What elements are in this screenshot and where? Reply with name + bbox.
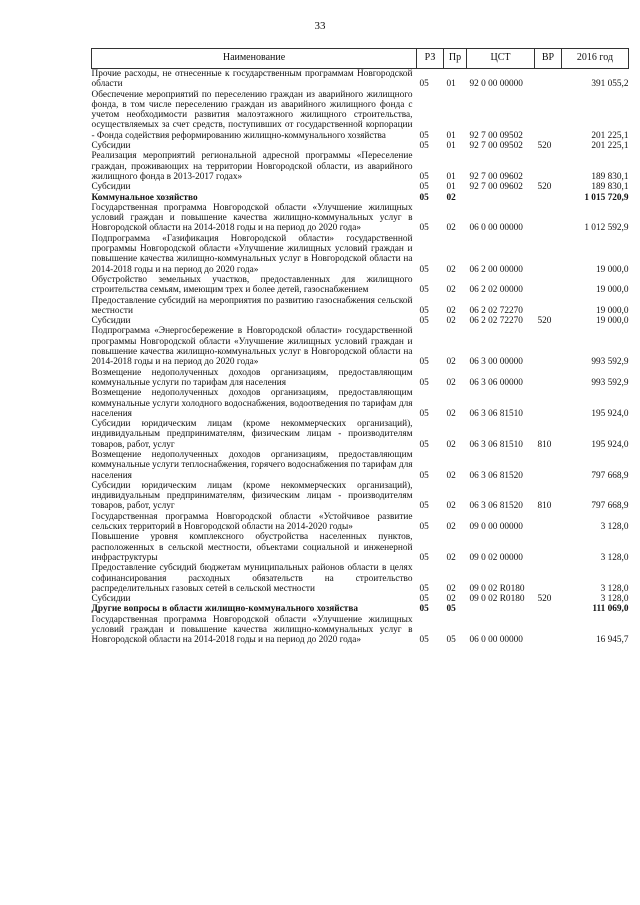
- table-row: [92, 193, 629, 203]
- row-amount: 201 225,1: [591, 130, 629, 141]
- row-amount: 189 830,1: [591, 171, 629, 182]
- row-cst: 06 2 00 00000: [469, 264, 523, 275]
- row-cst: 06 2 02 72270: [469, 305, 523, 316]
- row-cst: 09 0 00 00000: [469, 522, 523, 533]
- row-cst: 92 7 00 09502: [469, 141, 523, 152]
- row-amount: 797 668,9: [591, 470, 629, 481]
- table-row: [92, 69, 629, 90]
- row-amount: 16 945,7: [595, 635, 629, 646]
- row-name: Обеспечение мероприятий по переселению граждан из аварийного жилищного фонда, в том числе переселению граждан из аварийного жилищного фонда с учетом необходимости развития малоэтажного жилищного строительства, осуществляемых за счет средств, поступивших от государственной корпорации - Фонда содействия реформированию жилищно-коммунального хозяйства: [91, 89, 413, 141]
- row-cst: 06 0 00 00000: [469, 223, 523, 234]
- row-pr: 01: [446, 79, 456, 90]
- row-vr: [535, 90, 562, 141]
- row-amount: 195 924,0: [591, 439, 629, 450]
- row-name: Повышение уровня комплексного обустройства населенных пунктов, расположенных в сельской местности, объектами социальной и инженерной инфраструктуры: [91, 532, 413, 563]
- row-name: Предоставление субсидий бюджетам муниципальных районов области в целях софинансирования расходных обязательств на строительство распределительных газовых сетей в сельской местности: [91, 563, 413, 594]
- table-body: [92, 69, 629, 646]
- row-vr: [535, 296, 562, 317]
- row-name: Подпрограмма «Энергосбережение в Новгородской области» государственной программы Новгородской области «Улучшение жилищных условий граждан и повышение качества жилищно-коммунальных услуг в Новгородской области на 2014-2018 годы и на период до 2020 года»: [91, 326, 413, 368]
- row-cst: 06 2 02 00000: [469, 285, 523, 296]
- row-amount: 19 000,0: [595, 316, 629, 327]
- row-amount: 993 592,9: [591, 377, 629, 388]
- row-rz: 05: [419, 171, 429, 182]
- row-rz: 05: [419, 604, 429, 615]
- row-cst: 09 0 02 R0180: [469, 583, 525, 594]
- row-name: Государственная программа Новгородской области «Улучшение жилищных условий граждан и повышение качества жилищно-коммунальных услуг в Новгородской области на 2014-2018 годы и на период до 2020 года»: [91, 614, 413, 646]
- row-cst: [467, 604, 535, 614]
- row-pr: 02: [446, 357, 456, 368]
- row-amount: 391 055,2: [591, 79, 629, 90]
- table-row: [92, 604, 629, 614]
- row-rz: 05: [419, 357, 429, 368]
- table-row: [92, 368, 629, 389]
- row-rz: 05: [419, 594, 429, 605]
- row-pr: 01: [446, 130, 456, 141]
- row-pr: 02: [446, 501, 456, 512]
- row-amount: 19 000,0: [595, 285, 629, 296]
- row-vr: [535, 368, 562, 389]
- table-row: [92, 234, 629, 275]
- row-vr: 520: [537, 141, 552, 152]
- table-row: [92, 594, 629, 604]
- table-row: [92, 450, 629, 481]
- table-row: [92, 275, 629, 296]
- table-row: [92, 90, 629, 141]
- row-cst: 92 7 00 09602: [469, 171, 523, 182]
- table-row: [92, 296, 629, 317]
- page-number: 33: [314, 20, 326, 32]
- row-vr: [535, 193, 562, 203]
- row-vr: 810: [537, 501, 552, 512]
- row-rz: 05: [419, 470, 429, 481]
- row-vr: 520: [537, 594, 552, 605]
- row-amount: 1 015 720,9: [584, 192, 629, 203]
- row-pr: 02: [446, 377, 456, 388]
- table-row: [92, 481, 629, 512]
- row-rz: 05: [419, 223, 429, 234]
- row-rz: 05: [419, 583, 429, 594]
- row-pr: 02: [446, 316, 456, 327]
- header-cst: ЦСТ: [467, 49, 535, 69]
- row-amount: 3 128,0: [600, 583, 629, 594]
- row-name: Субсидии юридическим лицам (кроме некоммерческих организаций), индивидуальным предпринимателям, физическим лицам - производителям товаров, работ, услуг: [91, 480, 413, 512]
- row-vr: [535, 532, 562, 563]
- row-rz: 05: [419, 501, 429, 512]
- row-cst: 92 7 00 09602: [469, 182, 523, 193]
- row-amount: 3 128,0: [600, 522, 629, 533]
- row-pr: 02: [446, 285, 456, 296]
- table-row: [92, 615, 629, 646]
- table-row: [92, 316, 629, 326]
- row-cst: [467, 193, 535, 203]
- row-cst: 09 0 02 00000: [469, 552, 523, 563]
- row-pr: 01: [446, 141, 456, 152]
- row-vr: 520: [537, 182, 552, 193]
- row-pr: 02: [446, 552, 456, 563]
- row-pr: 02: [446, 264, 456, 275]
- row-cst: 06 3 06 81520: [469, 470, 523, 481]
- row-rz: 05: [419, 305, 429, 316]
- row-rz: 05: [419, 522, 429, 533]
- row-cst: 06 2 02 72270: [469, 316, 523, 327]
- row-name: Прочие расходы, не отнесенные к государственным программам Новгородской области: [91, 69, 413, 90]
- row-amount: 1 012 592,9: [584, 223, 629, 234]
- row-vr: [535, 275, 562, 296]
- row-amount: 201 225,1: [591, 141, 629, 152]
- table-row: [92, 203, 629, 234]
- row-name: Субсидии: [91, 594, 131, 605]
- row-amount: 993 592,9: [591, 357, 629, 368]
- row-vr: [535, 151, 562, 182]
- row-name: Субсидии юридическим лицам (кроме некоммерческих организаций), индивидуальным предпринимателям, физическим лицам - производителям товаров, работ, услуг: [91, 419, 413, 450]
- table-row: [92, 512, 629, 533]
- row-name: Обустройство земельных участков, предоставленных для жилищного строительства семьям, имеющим трех и более детей, газоснабжением: [91, 274, 413, 296]
- row-name: Подпрограмма «Газификация Новгородской области» государственной программы Новгородской области «Улучшение жилищных условий граждан и повышение качества жилищно-коммунальных услуг в Новгородской области на 2014-2018 годы и на период до 2020 года»: [91, 233, 413, 275]
- row-name: Реализация мероприятий региональной адресной программы «Переселение граждан, проживающих на территории Новгородской области, из аварийного жилищного фонда в 2013-2017 годах»: [91, 151, 413, 182]
- row-rz: 05: [419, 635, 429, 646]
- row-rz: 05: [419, 264, 429, 275]
- row-cst: 06 3 06 81510: [469, 439, 523, 450]
- row-rz: 05: [419, 316, 429, 327]
- table-row: [92, 141, 629, 151]
- row-vr: [535, 512, 562, 533]
- row-rz: 05: [419, 285, 429, 296]
- row-name: Предоставление субсидий на мероприятия по развитию газоснабжения сельской местности: [91, 295, 413, 316]
- header-year: 2016 год: [562, 49, 629, 69]
- row-rz: 05: [419, 192, 429, 203]
- row-vr: [535, 604, 562, 614]
- row-amount: 797 668,9: [591, 501, 629, 512]
- row-rz: 05: [419, 377, 429, 388]
- row-pr: 05: [446, 635, 456, 646]
- row-name: Возмещение недополученных доходов организациям, предоставляющим коммунальные услуги холодного водоснабжения, водоотведения по тарифам для населения: [91, 388, 413, 419]
- row-cst: 92 0 00 00000: [469, 79, 523, 90]
- row-name: Коммунальное хозяйство: [91, 192, 198, 203]
- header-name: Наименование: [92, 49, 417, 69]
- row-pr: 02: [446, 305, 456, 316]
- row-pr: 02: [446, 192, 456, 203]
- header-rz: РЗ: [417, 49, 444, 69]
- row-vr: 520: [537, 316, 552, 327]
- row-vr: [535, 326, 562, 367]
- row-vr: [535, 203, 562, 234]
- header-pr: Пр: [444, 49, 467, 69]
- row-cst: 06 3 00 00000: [469, 357, 523, 368]
- row-pr: 02: [446, 583, 456, 594]
- row-cst: 92 7 00 09502: [469, 130, 523, 141]
- row-amount: 3 128,0: [600, 594, 629, 605]
- row-name: Возмещение недополученных доходов организациям, предоставляющим коммунальные услуги теплоснабжения, горячего водоснабжения по тарифам для населения: [91, 449, 413, 481]
- row-amount: 111 069,0: [592, 604, 629, 615]
- row-pr: 02: [446, 439, 456, 450]
- row-pr: 01: [446, 171, 456, 182]
- row-amount: 19 000,0: [595, 305, 629, 316]
- row-amount: 19 000,0: [595, 264, 629, 275]
- row-vr: [535, 69, 562, 90]
- row-pr: 02: [446, 522, 456, 533]
- table-row: [92, 419, 629, 450]
- row-rz: 05: [419, 141, 429, 152]
- row-amount: 195 924,0: [591, 408, 629, 419]
- row-name: Государственная программа Новгородской области «Улучшение жилищных условий граждан и повышение качества жилищно-коммунальных услуг в Новгородской области на 2014-2018 годы и на период до 2020 года»: [91, 202, 413, 234]
- row-pr: 02: [446, 223, 456, 234]
- row-cst: 09 0 02 R0180: [469, 594, 525, 605]
- row-pr: 02: [446, 408, 456, 419]
- row-pr: 02: [446, 594, 456, 605]
- row-cst: 06 3 06 81520: [469, 501, 523, 512]
- row-amount: 3 128,0: [600, 552, 629, 563]
- budget-table: [91, 48, 629, 646]
- table-row: [92, 563, 629, 594]
- row-rz: 05: [419, 439, 429, 450]
- row-vr: [535, 563, 562, 594]
- row-vr: [535, 388, 562, 419]
- row-vr: [535, 615, 562, 646]
- header-vr: ВР: [535, 49, 562, 69]
- row-name: Другие вопросы в области жилищно-коммунального хозяйства: [91, 604, 359, 615]
- table-row: [92, 326, 629, 367]
- row-vr: 810: [537, 439, 552, 450]
- row-cst: 06 0 00 00000: [469, 635, 523, 646]
- table-row: [92, 182, 629, 192]
- row-name: Государственная программа Новгородской области «Устойчивое развитие сельских территорий в Новгородской области на 2014-2020 годы»: [91, 511, 413, 533]
- row-vr: [535, 234, 562, 275]
- table-header-row: [92, 49, 629, 69]
- row-rz: 05: [419, 552, 429, 563]
- row-pr: 05: [446, 604, 456, 615]
- table-row: [92, 532, 629, 563]
- row-rz: 05: [419, 130, 429, 141]
- row-amount: 189 830,1: [591, 182, 629, 193]
- row-rz: 05: [419, 408, 429, 419]
- table-row: [92, 388, 629, 419]
- row-rz: 05: [419, 79, 429, 90]
- table-row: [92, 151, 629, 182]
- row-vr: [535, 450, 562, 481]
- row-name: Субсидии: [91, 182, 131, 193]
- row-cst: 06 3 06 81510: [469, 408, 523, 419]
- row-pr: 01: [446, 182, 456, 193]
- row-name: Возмещение недополученных доходов организациям, предоставляющим коммунальные услуги по тарифам для населения: [91, 367, 413, 388]
- row-pr: 02: [446, 470, 456, 481]
- row-name: Субсидии: [91, 316, 131, 327]
- row-rz: 05: [419, 182, 429, 193]
- row-cst: 06 3 06 00000: [469, 377, 523, 388]
- row-name: Субсидии: [91, 141, 131, 152]
